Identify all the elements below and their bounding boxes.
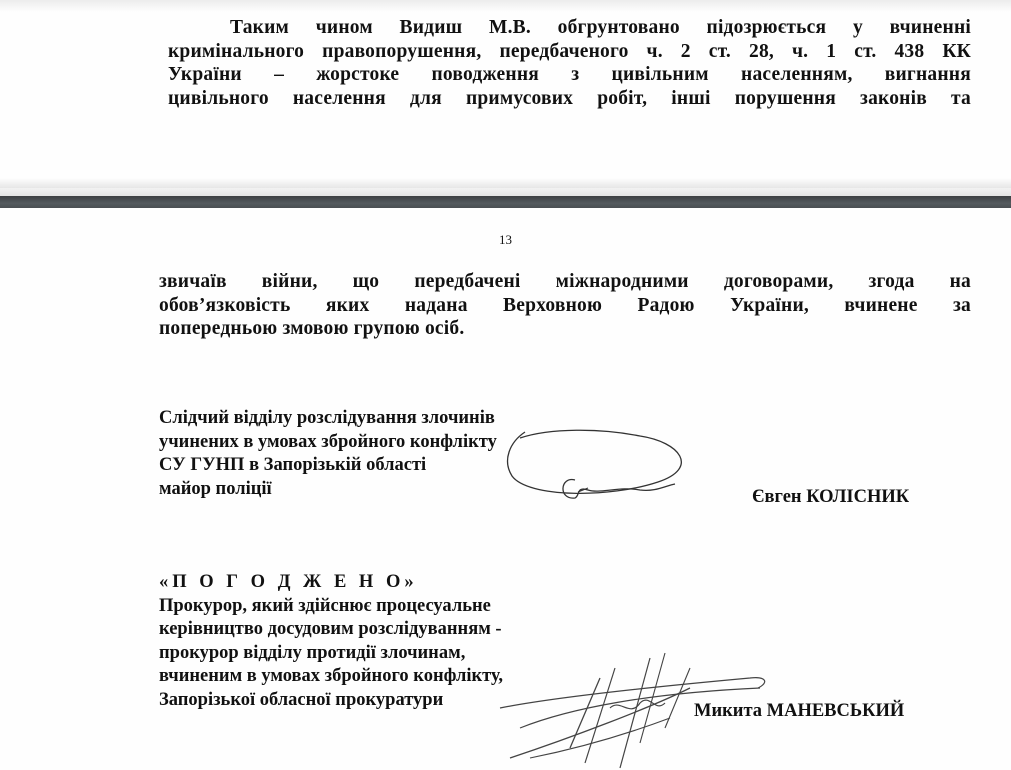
paragraph-line: цивільного населення для примусових робіт, інші порушення законів та (168, 87, 971, 109)
conclusion-paragraph (168, 16, 971, 110)
paragraph-line: України – жорстоке поводження з цивільним населенням, вигнання (168, 64, 971, 85)
scan-artifact (12, 215, 32, 223)
approval-heading: «П О Г О Д Ж Е Н О» (159, 572, 418, 592)
title-line: майор поліції (159, 478, 272, 499)
investigator-name: Євген КОЛІСНИК (752, 487, 910, 507)
title-line: СУ ГУНП в Запорізькій області (159, 455, 427, 475)
page-12-bottom-portion (0, 0, 1011, 188)
title-line: вчиненим в умовах збройного конфлікту, (159, 666, 503, 686)
page-separator-bar (0, 196, 1011, 208)
paragraph-line: звичаїв війни, що передбачені міжнародними договорами, згода на (159, 271, 971, 292)
page-edge (0, 178, 1011, 188)
paragraph-line: попередньою змовою групою осіб. (159, 318, 465, 339)
paragraph-line: Таким чином Видиш М.В. обгрунтовано підозрюється у вчиненні (230, 17, 971, 38)
paragraph-line: кримінального правопорушення, передбаченого ч. 2 ст. 28, ч. 1 ст. 438 КК (168, 40, 971, 62)
page-gap (0, 188, 1011, 196)
continuation-paragraph (159, 270, 971, 341)
approval-block (159, 571, 503, 712)
page-shadow (0, 0, 1011, 12)
title-line: прокурор відділу протидії злочинам, (159, 642, 466, 663)
title-line: керівництво досудовим розслідуванням - (159, 619, 502, 639)
paragraph-line: обов’язковість яких надана Верховною Радою України, вчинене за (159, 294, 971, 316)
prosecutor-name: Микита МАНЕВСЬКИЙ (694, 701, 905, 721)
title-line: Прокурор, який здійснює процесуальне (159, 595, 491, 616)
title-line: Слідчий відділу розслідування злочинів (159, 408, 495, 428)
title-line: Запорізької обласної прокуратури (159, 689, 444, 710)
title-line: учинених в умовах збройного конфлікту (159, 431, 497, 452)
investigator-title-block (159, 407, 497, 501)
page-number: 13 (499, 232, 512, 247)
